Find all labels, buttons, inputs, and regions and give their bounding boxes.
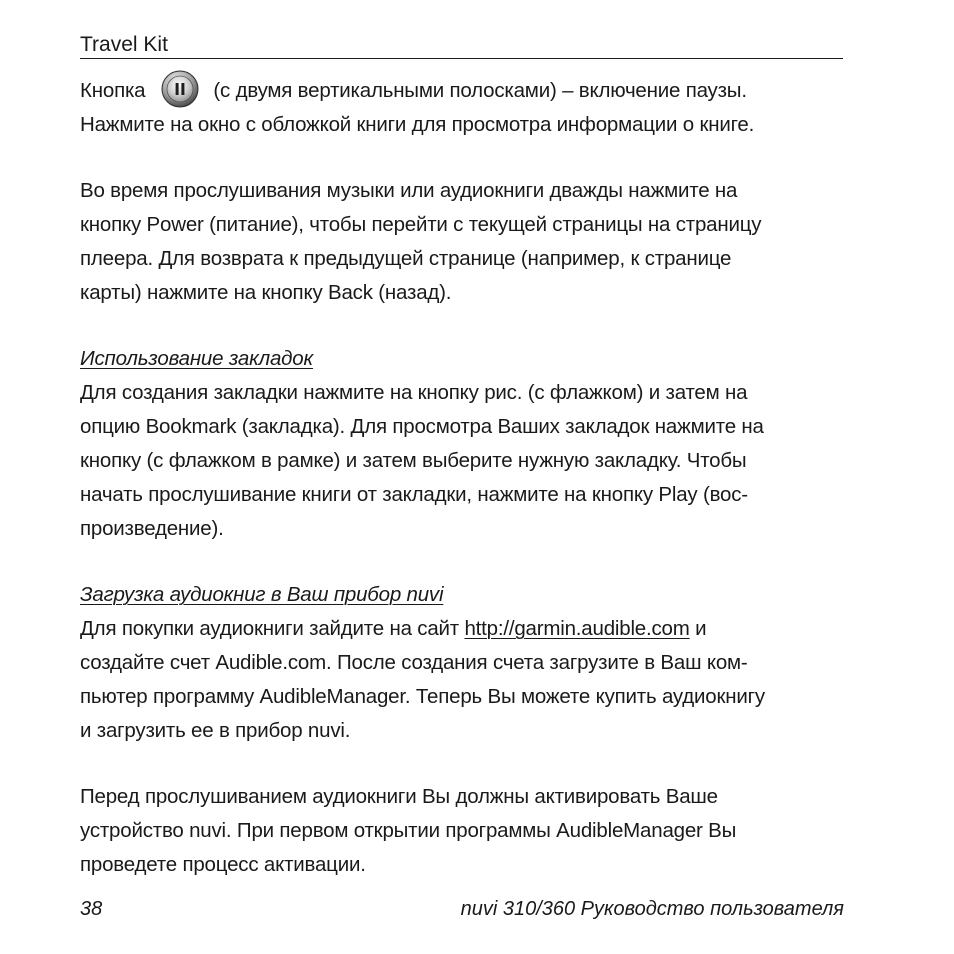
cover-info-line: Нажмите на окно с обложкой книги для просмотра информации о книге. [80, 113, 755, 136]
bookmarks-paragraph-line: начать прослушивание книги от закладки, нажмите на кнопку Play (вос- [80, 483, 748, 506]
power-paragraph-line: кнопку Power (питание), чтобы перейти с текущей страницы на страницу [80, 213, 762, 236]
activation-paragraph-line: Перед прослушиванием аудиокниги Вы должны активировать Ваше [80, 785, 718, 808]
paragraph-spacer [80, 748, 855, 780]
download-line-suffix: и [689, 617, 707, 640]
pause-line-prefix: Кнопка [80, 79, 146, 102]
power-paragraph-line: Во время прослушивания музыки или аудиокниги дважды нажмите на [80, 179, 738, 202]
pause-description-line [80, 74, 855, 108]
pause-button-icon [161, 70, 199, 108]
paragraph-spacer [80, 142, 855, 174]
audible-link[interactable]: http://garmin.audible.com [464, 617, 690, 640]
bookmarks-paragraph-line: опцию Bookmark (закладка). Для просмотра Ваших закладок нажмите на [80, 415, 764, 438]
bookmarks-paragraph-line: Для создания закладки нажмите на кнопку рис. (с флажком) и затем на [80, 381, 748, 404]
download-paragraph-line: и загрузить ее в прибор nuvi. [80, 719, 351, 742]
page-number: 38 [80, 898, 103, 920]
bookmarks-paragraph-line: кнопку (с флажком в рамке) и затем выберите нужную закладку. Чтобы [80, 449, 747, 472]
power-paragraph-line: карты) нажмите на кнопку Back (назад). [80, 281, 452, 304]
pause-line-suffix: (с двумя вертикальными полосками) – включение паузы. [213, 79, 747, 102]
download-line-prefix: Для покупки аудиокниги зайдите на сайт [80, 617, 465, 640]
activation-paragraph-line: устройство nuvi. При первом открытии программы AudibleManager Вы [80, 819, 737, 842]
manual-title-footer: nuvi 310/360 Руководство пользователя [460, 898, 844, 920]
download-paragraph-line: пьютер программу AudibleManager. Теперь Вы можете купить аудиокнигу [80, 685, 765, 708]
download-paragraph-line [80, 612, 855, 646]
paragraph-spacer [80, 310, 855, 342]
section-header-title: Travel Kit [80, 33, 168, 56]
power-paragraph-line: плеера. Для возврата к предыдущей странице (например, к странице [80, 247, 732, 270]
paragraph-spacer [80, 546, 855, 578]
bookmarks-paragraph-line: произведение). [80, 517, 224, 540]
bookmarks-heading: Использование закладок [80, 347, 313, 370]
page-body [80, 74, 855, 882]
download-heading: Загрузка аудиокниг в Ваш прибор nuvi [80, 583, 444, 606]
header-divider [80, 58, 843, 59]
download-paragraph-line: создайте счет Audible.com. После создания счета загрузите в Ваш ком- [80, 651, 748, 674]
activation-paragraph-line: проведете процесс активации. [80, 853, 366, 876]
